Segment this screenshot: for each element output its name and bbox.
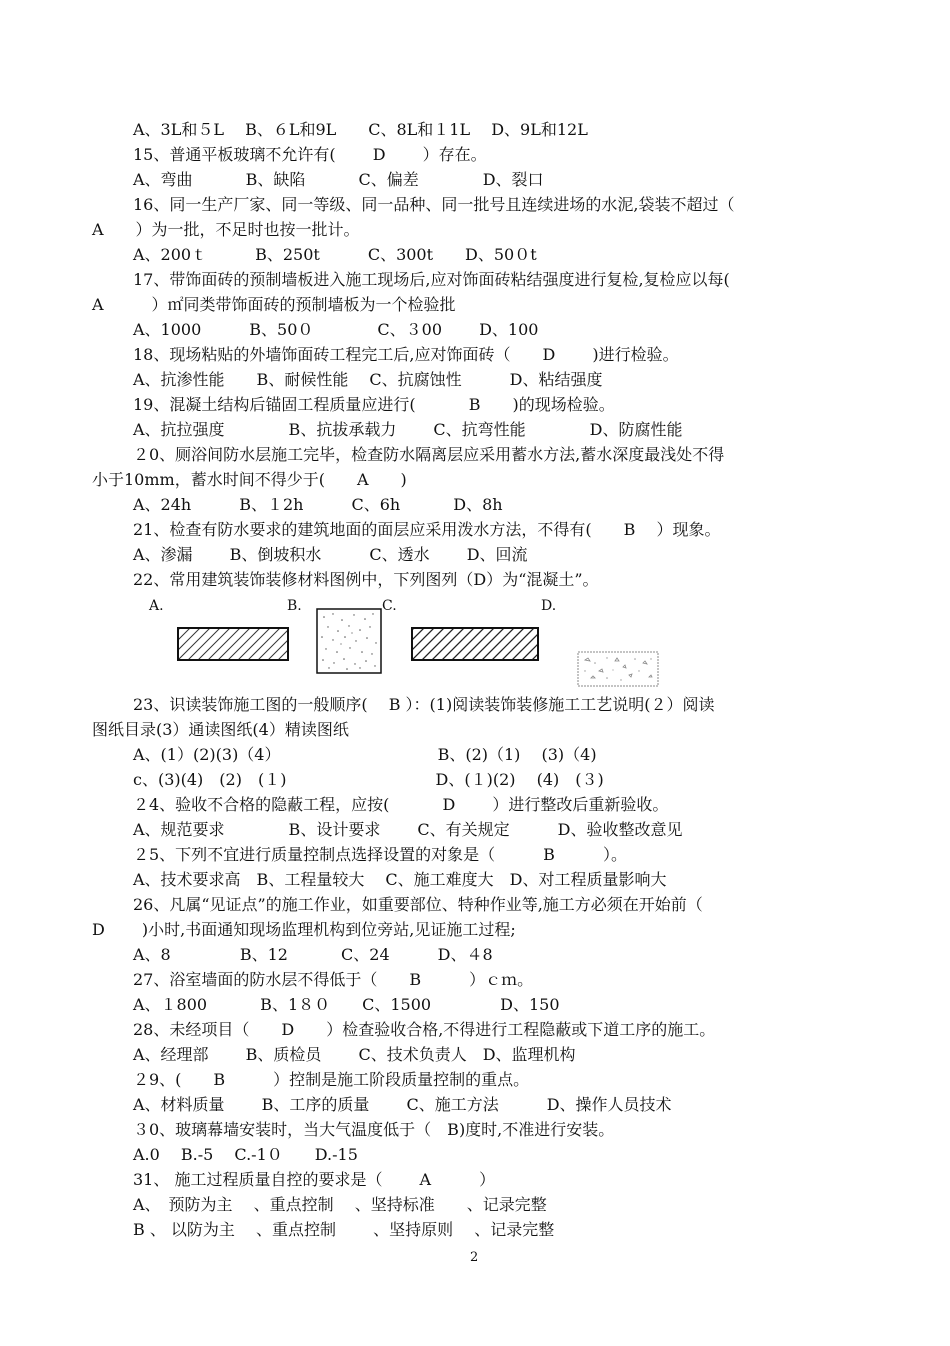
figure-label-a: A. [149, 598, 164, 614]
option-line-27: A、１800 B、1８０ C、1500 D、150 [133, 995, 560, 1014]
option-line-16: A、200ｔ B、250t C、300t D、50０t [133, 245, 537, 264]
option-line-23b: c、(3)(4) (2) (１) D、(１)(2) (4) (３) [133, 770, 604, 789]
question-18: 18、现场粘贴的外墙饰面砖工程完工后,应对饰面砖（ D )进行检验。 [133, 345, 679, 364]
question-22: 22、常用建筑装饰装修材料图例中，下列图列（D）为“混凝土”。 [133, 570, 599, 589]
figure-label-c: C. [382, 598, 397, 614]
option-line-21: A、渗漏 B、倒坡积水 C、透水 D、回流 [133, 545, 528, 564]
question-16: 16、同一生产厂家、同一等级、同一品种、同一批号且连续进场的水泥,袋装不超过（ [133, 195, 735, 214]
question-30: ３0、玻璃幕墙安装时，当大气温度低于（ B)度时,不准进行安装。 [133, 1120, 615, 1139]
question-15: 15、普通平板玻璃不允许有( D ）存在。 [133, 145, 487, 164]
option-line-24: A、规范要求 B、设计要求 C、有关规定 D、验收整改意见 [133, 820, 683, 839]
option-line-26: A、8 B、12 C、24 D、４8 [133, 945, 493, 964]
option-line-28: A、经理部 B、质检员 C、技术负责人 D、监理机构 [133, 1045, 576, 1064]
option-line-23a: A、(1）(2)(3)（4） B、(2)（1) (3)（4) [133, 745, 597, 764]
question-25: ２5、下列不宜进行质量控制点选择设置的对象是（ B ）。 [133, 845, 627, 864]
question-20-cont: 小于10mm，蓄水时间不得少于( A ) [92, 470, 407, 489]
page-number: 2 [470, 1250, 479, 1265]
question-19: 19、混凝土结构后锚固工程质量应进行( B )的现场检验。 [133, 395, 615, 414]
option-line-30: A.0 B.-5 C.-1０ D.-15 [133, 1145, 358, 1164]
figure-label-d: D. [541, 598, 557, 614]
option-line-31b: B 、 以防为主 、重点控制 、坚持原则 、记录完整 [133, 1220, 555, 1239]
hatch-pattern-a [177, 627, 289, 661]
question-17: 17、带饰面砖的预制墙板进入施工现场后,应对饰面砖粘结强度进行复检,复检应以每( [133, 270, 730, 289]
option-line-17: A、1000 B、50０ C、３00 D、100 [133, 320, 539, 339]
question-17-cont: A ）㎡同类带饰面砖的预制墙板为一个检验批 [92, 295, 456, 314]
option-line-14: A、3L和５L B、６L和9L C、8L和１1L D、9L和12L [133, 120, 588, 139]
option-line-15: A、弯曲 B、缺陷 C、偏差 D、裂口 [133, 170, 544, 189]
option-line-31a: A、 预防为主 、重点控制 、坚持标准 、记录完整 [133, 1195, 547, 1214]
option-line-20: A、24h B、１2h C、6h D、8h [133, 495, 503, 514]
question-27: 27、浴室墙面的防水层不得低于（ B ）ｃｍ。 [133, 970, 534, 989]
question-28: 28、未经项目（ D ）检查验收合格,不得进行工程隐蔽或下道工序的施工。 [133, 1020, 716, 1039]
option-line-18: A、抗渗性能 B、耐候性能 C、抗腐蚀性 D、粘结强度 [133, 370, 603, 389]
option-line-19: A、抗拉强度 B、抗拔承载力 C、抗弯性能 D、防腐性能 [133, 420, 683, 439]
question-23: 23、识读装饰施工图的一般顺序( B ）：(1)阅读装饰装修施工工艺说明(２）阅读 [133, 695, 715, 714]
question-20: ２0、厕浴间防水层施工完毕，检查防水隔离层应采用蓄水方法,蓄水深度最浅处不得 [133, 445, 725, 464]
question-26-cont: D )小时,书面通知现场监理机构到位旁站,见证施工过程; [92, 920, 516, 939]
option-line-29: A、材料质量 B、工序的质量 C、施工方法 D、操作人员技术 [133, 1095, 672, 1114]
question-29: ２9、( B ）控制是施工阶段质量控制的重点。 [133, 1070, 530, 1089]
question-21: 21、检查有防水要求的建筑地面的面层应采用泼水方法，不得有( B ）现象。 [133, 520, 721, 539]
question-24: ２4、验收不合格的隐蔽工程，应按( D ）进行整改后重新验收。 [133, 795, 669, 814]
question-26: 26、凡属“见证点”的施工作业，如重要部位、特种作业等,施工方必须在开始前（ [133, 895, 703, 914]
hatch-pattern-c [411, 627, 539, 661]
question-31: 31、 施工过程质量自控的要求是（ A ） [133, 1170, 496, 1189]
question-16-cont: A ）为一批，不足时也按一批计。 [92, 220, 360, 239]
figure-label-b: B. [287, 598, 302, 614]
concrete-pattern-d [577, 651, 659, 687]
question-23-cont: 图纸目录(3）通读图纸(4）精读图纸 [92, 720, 349, 739]
option-line-25: A、技术要求高 B、工程量较大 C、施工难度大 D、对工程质量影响大 [133, 870, 667, 889]
dot-pattern-b [316, 608, 382, 674]
